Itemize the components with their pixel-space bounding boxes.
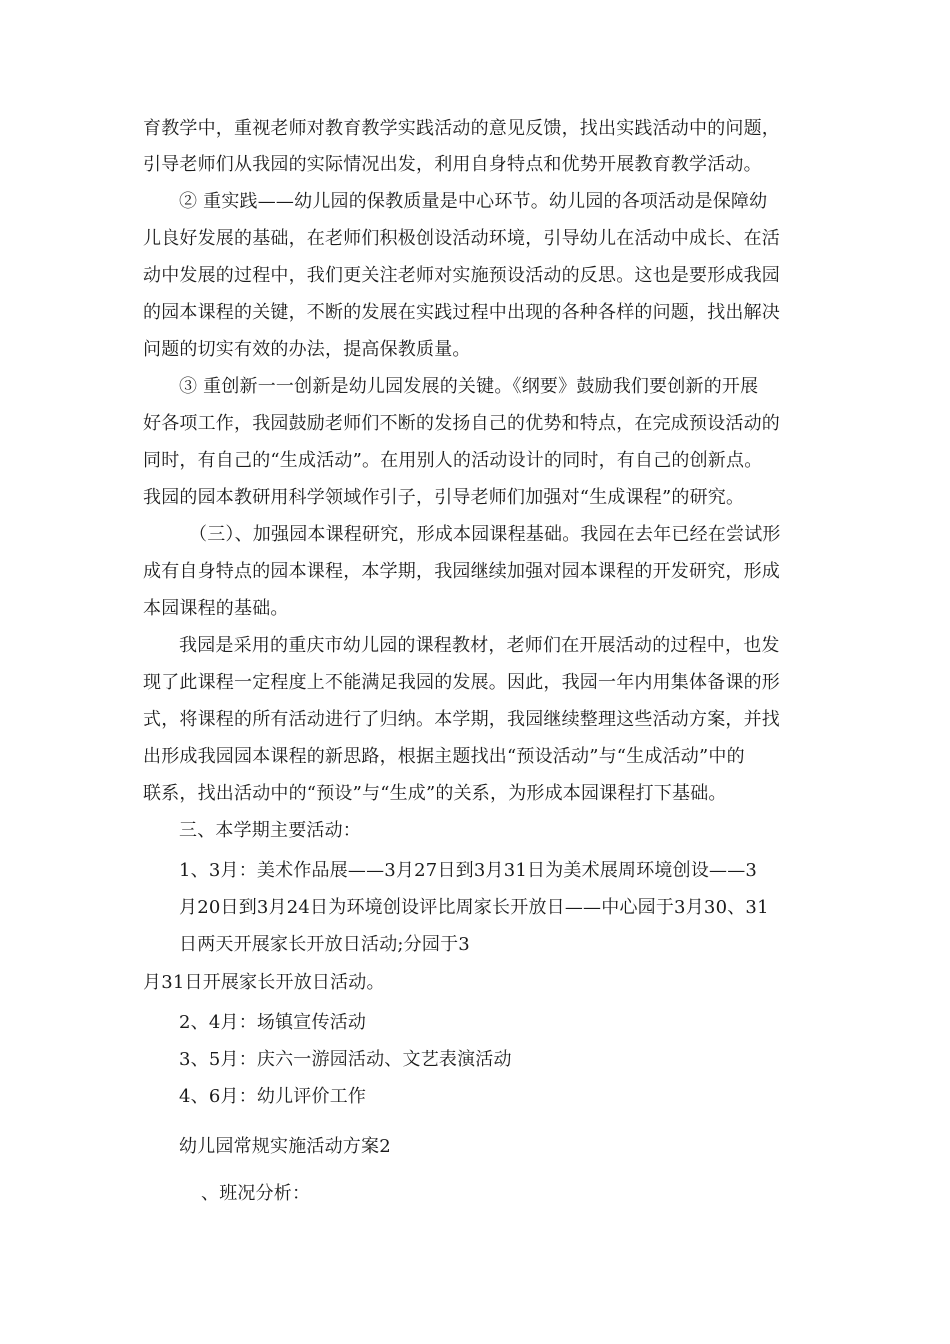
paragraph-line: 联系，找出活动中的“预设”与“生成”的关系，为形成本园课程打下基础。 [143,783,727,804]
paragraph-line: （三）、加强园本课程研究，形成本园课程基础。我园在去年已经在尝试形 [189,524,781,545]
paragraph-line: 月31日开展家长开放日活动。 [143,972,385,993]
paragraph-line: 出形成我园园本课程的新思路，根据主题找出“预设活动”与“生成活动”中的 [143,746,745,767]
list-item: 4、6月：幼儿评价工作 [179,1086,367,1107]
paragraph-line: 式，将课程的所有活动进行了归纳。本学期，我园继续整理这些活动方案，并找 [143,709,780,730]
paragraph-line: 儿良好发展的基础，在老师们积极创设活动环境，引导幼儿在活动中成长、在活 [143,228,780,249]
paragraph-line: ③ 重创新一一创新是幼儿园发展的关键。《纲要》鼓励我们要创新的开展 [179,376,759,397]
list-item: 1、3月：美术作品展——3月27日到3月31日为美术展周环境创设——3 [179,860,758,881]
paragraph-line: ② 重实践——幼儿园的保教质量是中心环节。幼儿园的各项活动是保障幼 [179,191,768,212]
section-title: 幼儿园常规实施活动方案2 [179,1136,391,1157]
paragraph-line: 我园是采用的重庆市幼儿园的课程教材，老师们在开展活动的过程中，也发 [179,635,780,656]
paragraph-line: 的园本课程的关键，不断的发展在实践过程中出现的各种各样的问题，找出解决 [143,302,780,323]
list-item-continued: 日两天开展家长开放日活动;分园于3 [179,934,470,955]
paragraph-line: 引导老师们从我园的实际情况出发，利用自身特点和优势开展教育教学活动。 [143,154,762,175]
paragraph-line: 现了此课程一定程度上不能满足我园的发展。因此，我园一年内用集体备课的形 [143,672,780,693]
list-item-continued: 月20日到3月24日为环境创设评比周家长开放日——中心园于3月30、31 [179,897,769,918]
paragraph-line: 问题的切实有效的办法，提高保教质量。 [143,339,471,360]
section-heading: 、班况分析： [201,1183,311,1204]
paragraph-line: 动中发展的过程中，我们更关注老师对实施预设活动的反思。这也是要形成我园 [143,265,780,286]
paragraph-line: 成有自身特点的园本课程，本学期，我园继续加强对园本课程的开发研究，形成 [143,561,780,582]
list-item: 3、5月：庆六一游园活动、文艺表演活动 [179,1049,512,1070]
paragraph-line: 育教学中，重视老师对教育教学实践活动的意见反馈，找出实践活动中的问题， [143,118,780,139]
section-heading: 三、本学期主要活动： [179,820,361,841]
paragraph-line: 我园的园本教研用科学领域作引子，引导老师们加强对“生成课程”的研究。 [143,487,745,508]
paragraph-line: 好各项工作，我园鼓励老师们不断的发扬自己的优势和特点，在完成预设活动的 [143,413,780,434]
paragraph-line: 本园课程的基础。 [143,598,289,619]
list-item: 2、4月：场镇宣传活动 [179,1012,367,1033]
paragraph-line: 同时，有自己的“生成活动”。在用别人的活动设计的同时，有自己的创新点。 [143,450,763,471]
